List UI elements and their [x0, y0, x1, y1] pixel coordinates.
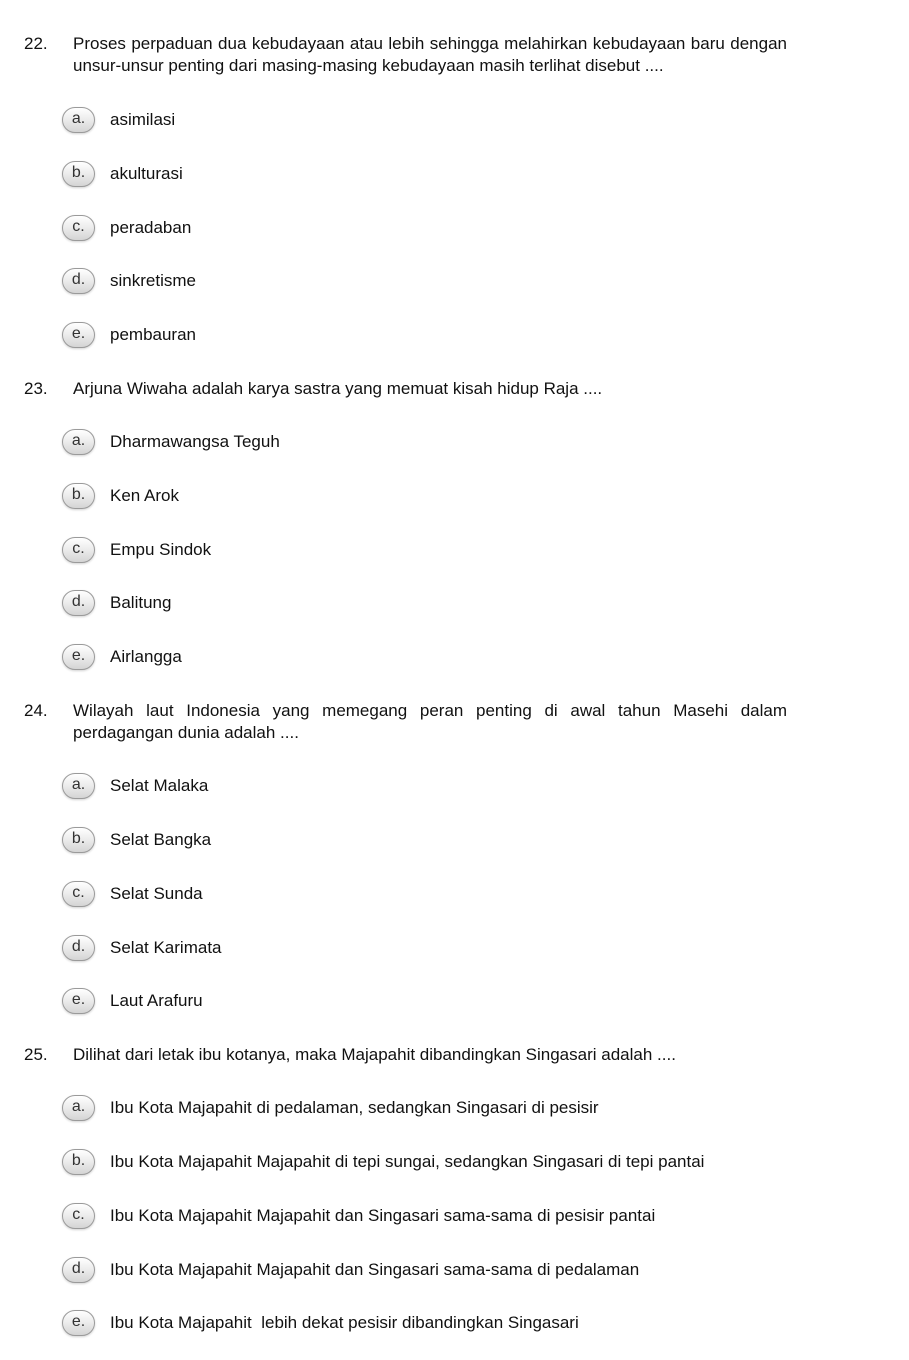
- option-23-b[interactable]: [62, 483, 179, 509]
- option-22-a[interactable]: [62, 107, 175, 133]
- option-22-b[interactable]: [62, 161, 183, 187]
- option-text: Ken Arok: [110, 486, 179, 505]
- question-text: Wilayah laut Indonesia yang memegang peran penting di awal tahun Masehi dalam perdagangan dunia adalah ....: [73, 701, 787, 742]
- option-22-e[interactable]: [62, 322, 196, 348]
- option-24-c[interactable]: [62, 881, 203, 907]
- option-23-a[interactable]: [62, 429, 280, 455]
- option-text: Laut Arafuru: [110, 991, 203, 1010]
- option-23-d[interactable]: [62, 590, 171, 616]
- option-25-b[interactable]: [62, 1149, 704, 1175]
- option-text: pembauran: [110, 325, 197, 344]
- option-letter-badge[interactable]: c.: [62, 1203, 95, 1229]
- option-text: Ibu Kota Majapahit lebih dekat pesisir dibandingkan Singasari: [110, 1313, 579, 1332]
- option-letter-badge[interactable]: d.: [62, 590, 95, 616]
- option-23-c[interactable]: [62, 537, 211, 563]
- option-letter-badge[interactable]: d.: [62, 268, 95, 294]
- option-letter-badge[interactable]: b.: [62, 827, 95, 853]
- option-letter-badge[interactable]: d.: [62, 935, 95, 961]
- option-24-b[interactable]: [62, 827, 211, 853]
- option-text: Ibu Kota Majapahit Majapahit dan Singasari sama-sama di pesisir pantai: [110, 1206, 656, 1225]
- option-letter-badge[interactable]: b.: [62, 1149, 95, 1175]
- option-24-a[interactable]: [62, 773, 208, 799]
- option-24-e[interactable]: [62, 988, 203, 1014]
- option-letter-badge[interactable]: d.: [62, 1257, 95, 1283]
- option-text: Selat Bangka: [110, 830, 212, 849]
- question-number: 22.: [24, 34, 48, 53]
- option-letter-badge[interactable]: c.: [62, 215, 95, 241]
- option-text: Airlangga: [110, 647, 182, 666]
- option-text: Ibu Kota Majapahit di pedalaman, sedangkan Singasari di pesisir: [110, 1098, 599, 1117]
- question-text: Dilihat dari letak ibu kotanya, maka Majapahit dibandingkan Singasari adalah ....: [73, 1045, 676, 1064]
- option-23-e[interactable]: [62, 644, 182, 670]
- option-text: Selat Malaka: [110, 776, 209, 795]
- option-22-d[interactable]: [62, 268, 196, 294]
- option-letter-badge[interactable]: b.: [62, 161, 95, 187]
- option-letter-badge[interactable]: c.: [62, 537, 95, 563]
- option-25-a[interactable]: [62, 1095, 599, 1121]
- option-letter-badge[interactable]: a.: [62, 107, 95, 133]
- option-text: asimilasi: [110, 110, 176, 129]
- option-text: Selat Karimata: [110, 938, 222, 957]
- option-letter-badge[interactable]: a.: [62, 1095, 95, 1121]
- option-letter-badge[interactable]: c.: [62, 881, 95, 907]
- option-letter-badge[interactable]: e.: [62, 644, 95, 670]
- option-text: Selat Sunda: [110, 884, 203, 903]
- option-letter-badge[interactable]: e.: [62, 1310, 95, 1336]
- option-text: Ibu Kota Majapahit Majapahit dan Singasari sama-sama di pedalaman: [110, 1260, 640, 1279]
- option-25-d[interactable]: [62, 1257, 639, 1283]
- question-text: Arjuna Wiwaha adalah karya sastra yang memuat kisah hidup Raja ....: [73, 379, 603, 398]
- option-text: peradaban: [110, 218, 192, 237]
- option-letter-badge[interactable]: e.: [62, 322, 95, 348]
- option-letter-badge[interactable]: b.: [62, 483, 95, 509]
- option-letter-badge[interactable]: e.: [62, 988, 95, 1014]
- option-text: Ibu Kota Majapahit Majapahit di tepi sungai, sedangkan Singasari di tepi pantai: [110, 1152, 705, 1171]
- option-text: Empu Sindok: [110, 540, 212, 559]
- question-text: Proses perpaduan dua kebudayaan atau lebih sehingga melahirkan kebudayaan baru dengan unsur-unsur penting dari masing-masing kebudayaan masih terlihat disebut ....: [73, 34, 787, 75]
- option-25-e[interactable]: [62, 1310, 579, 1336]
- option-24-d[interactable]: [62, 935, 222, 961]
- option-text: akulturasi: [110, 164, 183, 183]
- question-number: 24.: [24, 701, 48, 720]
- question-number: 23.: [24, 379, 48, 398]
- question-number: 25.: [24, 1045, 48, 1064]
- option-22-c[interactable]: [62, 215, 191, 241]
- option-25-c[interactable]: [62, 1203, 655, 1229]
- option-letter-badge[interactable]: a.: [62, 773, 95, 799]
- option-letter-badge[interactable]: a.: [62, 429, 95, 455]
- option-text: Dharmawangsa Teguh: [110, 432, 280, 451]
- option-text: Balitung: [110, 593, 172, 612]
- option-text: sinkretisme: [110, 271, 196, 290]
